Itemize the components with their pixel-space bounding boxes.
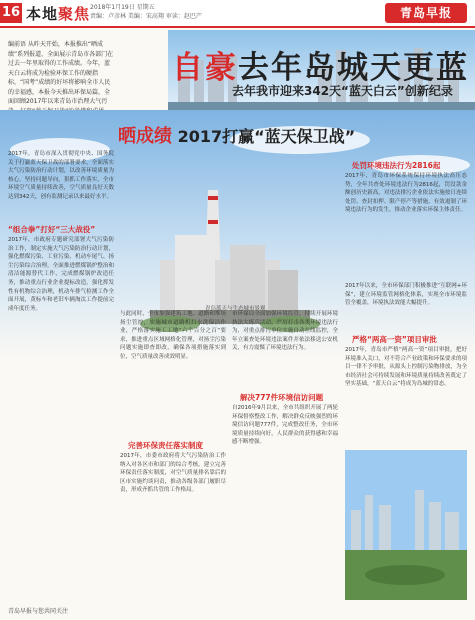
article-col2-p1: 与此同时，全市加强建筑工地、道路和堆场扬尘管控，实施城市道路机扫水洗保洁作业，严格落实施工工地“六个百分之百”要求，推进重点区域网格化管理，对扬尘污染问题实施即查即改，确保各项措施落实到位，空气质量改善成效明显。 [120, 311, 226, 360]
page-number: 16 [0, 3, 22, 23]
page-header [0, 0, 475, 28]
section-title-rest: 2017打赢“蓝天保卫战” [177, 127, 356, 146]
logo-text: 青岛早报 [399, 6, 452, 20]
subheading-three-battles: “组合拳”打好“三大战役” [8, 225, 96, 234]
issue-date: 2018年1月19日 星期五 [90, 4, 155, 11]
article-col1-p1: 2017年，青岛市深入贯彻党中央、国务院关于打赢蓝天保卫战的部署要求，全面落实大气污染防治行动计划，以改善环境质量为核心，坚持问题导向，狠抓工作落实，全市环境空气质量持续改善，空气质量良好天数达到342天，创有监测记录以来最好水平。 [8, 151, 114, 200]
subheading-responsibility: 完善环保责任落实制度 [128, 441, 203, 450]
issue-meta [90, 3, 202, 21]
page-subheadline: 去年我市迎来342天“蓝天白云”创新纪录 [232, 84, 453, 98]
headline-red: 自豪 [172, 50, 238, 86]
article-col4-p2: 2017年以来，全市环保部门积极推进“互联网+环保”，建立环境监管网格化体系，实现全市环境监管全覆盖，环境执法效能大幅提升。 [345, 283, 467, 307]
page-footer: 青岛早报与您共同关注 [8, 608, 69, 615]
section-title [118, 122, 355, 148]
headline-rest: 去年岛城天更蓝 [238, 50, 469, 86]
section-title-red: 晒成绩 [118, 126, 172, 147]
subheading-penalties: 处罚环境违法行为2816起 [352, 161, 441, 170]
newspaper-logo [385, 3, 467, 23]
subheading-project-approval: 严格“两高一资”项目审批 [352, 335, 437, 344]
article-col4-p1: 2017年，青岛市环保系统保持环境执法高压态势，全年共查处环境违法行为2816起，罚没款金额创历史新高，对违法排污企业依法实施按日连续处罚、查封扣押、限产停产等措施，有效遏制了环境违法行为的发生，推动企业落实环保主体责任。 [345, 173, 467, 214]
article-col4-p3: 2017年，青岛市严格“两高一资”项目审批，把好环境准入关口，对不符合产业政策和环保要求的项目一律不予审批，从源头上控制污染物排放，为全市经济社会可持续发展和环境质量持续改善奠定了坚实基础，“蓝天白云”将成为岛城的常态。 [345, 347, 467, 388]
article-col1-p2: 2017年，市政府专题研究部署大气污染防治工作，制定实施大气污染防治行动计划，强化燃煤污染、工业污染、机动车尾气、扬尘污染综合治理，全面推进燃煤锅炉整治和清洁能源替代工作，完成燃煤锅炉改造任务，推动重点行业企业提标改造，强化挥发性有机物综合治理，机动车排气检测工作全面开展，黄标车和老旧车辆淘汰工作提前完成年度任务。 [8, 237, 114, 312]
article-col3-p1: 市环保局全面加强环境监管，持续开展环境执法大练兵活动，严厉打击各类环境违法行为，对重点排污单位实施自动在线监控，全年立案查处环境违法案件并依法移送公安机关，有力震慑了环境违法行为。 [232, 311, 338, 352]
section-name-plain: 本地 [26, 5, 59, 23]
page-headline [172, 42, 469, 87]
city-park-photo [345, 450, 467, 600]
photo-caption: 青岛蓝天与生态城市景观 [205, 306, 266, 312]
subheading-complaints: 解决777件环境信访问题 [240, 393, 324, 402]
issue-editors: 责编：卢彦林 美编：宋高翔 审读：赵巴产 [90, 13, 202, 20]
article-col2-p2: 2017年，市委市政府将大气污染防治工作纳入对各区市和部门的综合考核，建立完善环保责任落实制度，对空气质量排名靠后的区市实施约谈问责，推动各级各部门履职尽责，形成齐抓共管的工作格局。 [120, 453, 226, 494]
editor-intro: 编前语 从昨天开始，本报推出“晒成绩”系列报道，全面展示青岛市各部门在过去一年里取得的工作成绩。今年，蓝天白云将成为检验环保工作的硬指标，“国考”成绩的好坏将影响全市人民的幸福感，本报今天推出环保局篇，全面回顾2017年以来青岛市治理大气污 [8, 41, 114, 105]
section-name [26, 3, 90, 24]
section-name-red: 聚焦 [58, 5, 91, 23]
article-col3-p2: 自2016年9月以来，全市共组织开展了两轮环保督察整改工作，解决群众反映强烈的环境信访问题777件，完成整改任务，全市环境质量持续向好，人民群众的获得感和幸福感不断增强。 [232, 405, 338, 446]
